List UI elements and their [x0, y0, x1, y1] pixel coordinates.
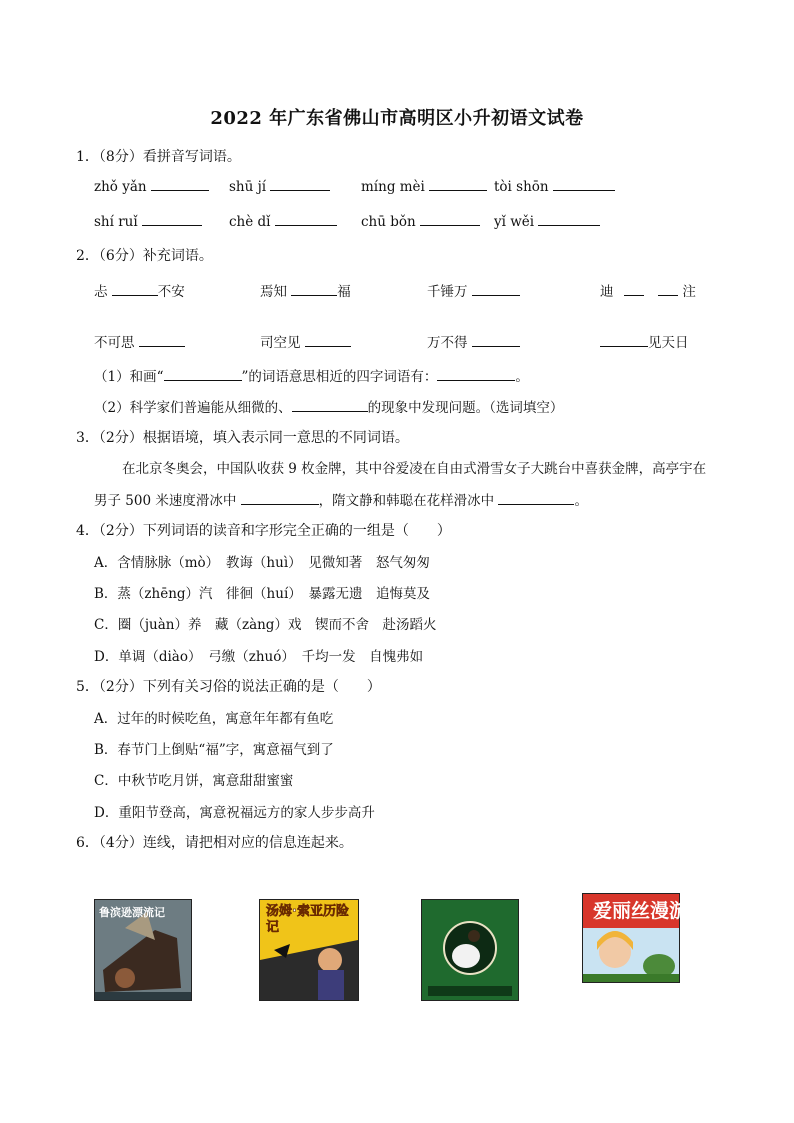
- q4-option-c[interactable]: C．圈（juàn）养 藏（zàng）戏 锲而不舍 赴汤蹈火: [94, 617, 437, 633]
- answer-blank[interactable]: [142, 213, 202, 226]
- q2-idiom-4: [600, 280, 696, 300]
- pinyin-label: míng mèi: [361, 179, 425, 195]
- book-cover-robinson[interactable]: [94, 899, 192, 1001]
- pinyin-label: tòi shōn: [494, 179, 549, 195]
- passage-text: ，隋文静和韩聪在花样滑冰中: [318, 493, 495, 509]
- book-title-text: 鲁滨逊漂流记: [99, 906, 165, 919]
- passage-text: 男子 500 米速度滑冰中: [94, 493, 237, 509]
- q4-option-d[interactable]: D．单调（diào） 弓缴（zhuó） 千均一发 自愧弗如: [94, 649, 424, 665]
- answer-blank[interactable]: [624, 283, 644, 296]
- answer-blank[interactable]: [472, 334, 520, 347]
- q2-idiom-3: [427, 280, 520, 300]
- answer-blank[interactable]: [553, 178, 615, 191]
- q5-option-d[interactable]: D．重阳节登高，寓意祝福远方的家人步步高升: [94, 805, 375, 821]
- subquestion-text: 。: [515, 369, 529, 385]
- answer-blank[interactable]: [498, 492, 574, 505]
- subquestion-text: 的现象中发现问题。（选词填空）: [367, 400, 564, 416]
- idiom-text: 迪: [600, 284, 614, 300]
- bird-illustration: [422, 900, 518, 1000]
- idiom-text: 万不得: [427, 335, 468, 351]
- book-cover-tom-sawyer[interactable]: [259, 899, 359, 1001]
- question-5-head: 5．（2分）下列有关习俗的说法正确的是（ ）: [76, 679, 381, 695]
- book-title-text: 爱丽丝漫游奇境: [593, 900, 727, 922]
- q2-idiom-2: [260, 280, 351, 300]
- answer-blank[interactable]: [600, 334, 648, 347]
- answer-blank[interactable]: [437, 368, 515, 381]
- answer-blank[interactable]: [112, 283, 158, 296]
- answer-blank[interactable]: [164, 368, 242, 381]
- idiom-text: 福: [337, 284, 351, 300]
- q2-idiom-8: [600, 331, 689, 351]
- question-2-head: 2．（6分）补充词语。: [76, 248, 213, 264]
- q5-option-b[interactable]: B．春节门上倒贴“福”字，寓意福气到了: [94, 742, 334, 758]
- q1-item-4: [494, 178, 615, 195]
- answer-blank[interactable]: [241, 492, 319, 505]
- q2-idiom-5: [94, 331, 185, 351]
- book-cover-alice[interactable]: [582, 893, 727, 983]
- book-title-text: 汤姆·索亚历险记: [266, 904, 349, 935]
- answer-blank[interactable]: [658, 283, 678, 296]
- passage-text: 。: [574, 493, 588, 509]
- idiom-text: 千锤万: [427, 284, 468, 300]
- answer-blank[interactable]: [429, 178, 487, 191]
- pinyin-label: chè dǐ: [229, 214, 271, 230]
- q1-item-8: [494, 213, 600, 230]
- answer-blank[interactable]: [472, 283, 520, 296]
- idiom-text: 不可思: [94, 335, 135, 351]
- subquestion-text: （1）和画“: [94, 369, 164, 385]
- answer-blank[interactable]: [420, 213, 480, 226]
- q1-item-3: [361, 178, 487, 195]
- idiom-text: 注: [682, 284, 696, 300]
- question-1-head: 1．（8分）看拼音写词语。: [76, 149, 241, 165]
- q4-option-a[interactable]: A．含情脉脉（mò） 教诲（huì） 见微知著 怒气匆匆: [94, 555, 430, 571]
- question-6-head: 6．（4分）连线，请把相对应的信息连起来。: [76, 835, 353, 851]
- pinyin-label: shí ruǐ: [94, 214, 138, 230]
- q1-item-6: [229, 213, 337, 230]
- idiom-text: 忐: [94, 284, 108, 300]
- q1-item-7: [361, 213, 480, 230]
- subquestion-text: （2）科学家们普遍能从细微的、: [94, 400, 292, 416]
- q2-sub-2: [94, 396, 563, 416]
- q1-item-1: [94, 178, 209, 195]
- answer-blank[interactable]: [305, 334, 351, 347]
- q2-sub-1: [94, 365, 529, 385]
- pinyin-label: chū bǒn: [361, 214, 416, 230]
- answer-blank[interactable]: [275, 213, 337, 226]
- q2-idiom-6: [260, 331, 351, 351]
- answer-blank[interactable]: [538, 213, 600, 226]
- q4-option-b[interactable]: B．蒸（zhēng）汽 徘徊（huí） 暴露无遗 追悔莫及: [94, 586, 431, 602]
- pinyin-label: shū jí: [229, 179, 267, 195]
- q3-passage-line-2: [94, 489, 588, 509]
- question-4-head: 4．（2分）下列词语的读音和字形完全正确的一组是（ ）: [76, 523, 451, 539]
- answer-blank[interactable]: [151, 178, 209, 191]
- q2-idiom-7: [427, 331, 520, 351]
- q3-passage-line-1: 在北京冬奥会，中国队收获 9 枚金牌，其中谷爱凌在自由式滑雪女子大跳台中喜获金牌，高亭宇在: [122, 461, 707, 477]
- q1-item-2: [229, 178, 330, 195]
- pinyin-label: yǐ wěi: [494, 214, 535, 230]
- paper-title: 2022 年广东省佛山市高明区小升初语文试卷: [210, 108, 584, 129]
- answer-blank[interactable]: [270, 178, 330, 191]
- idiom-text: 见天日: [648, 335, 689, 351]
- q1-item-5: [94, 213, 202, 230]
- idiom-text: 不安: [157, 284, 185, 300]
- answer-blank[interactable]: [292, 399, 368, 412]
- idiom-text: 司空见: [260, 335, 301, 351]
- idiom-text: 焉知: [260, 284, 287, 300]
- q5-option-a[interactable]: A．过年的时候吃鱼，寓意年年都有鱼吃: [94, 711, 334, 727]
- q5-option-c[interactable]: C．中秋节吃月饼，寓意甜甜蜜蜜: [94, 773, 294, 789]
- answer-blank[interactable]: [139, 334, 185, 347]
- question-3-head: 3．（2分）根据语境，填入表示同一意思的不同词语。: [76, 430, 409, 446]
- answer-blank[interactable]: [291, 283, 337, 296]
- q2-idiom-1: [94, 280, 185, 300]
- book-cover-green[interactable]: [421, 899, 519, 1001]
- subquestion-text: ”的词语意思相近的四字词语有：: [241, 369, 438, 385]
- pinyin-label: zhǒ yǎn: [94, 179, 147, 195]
